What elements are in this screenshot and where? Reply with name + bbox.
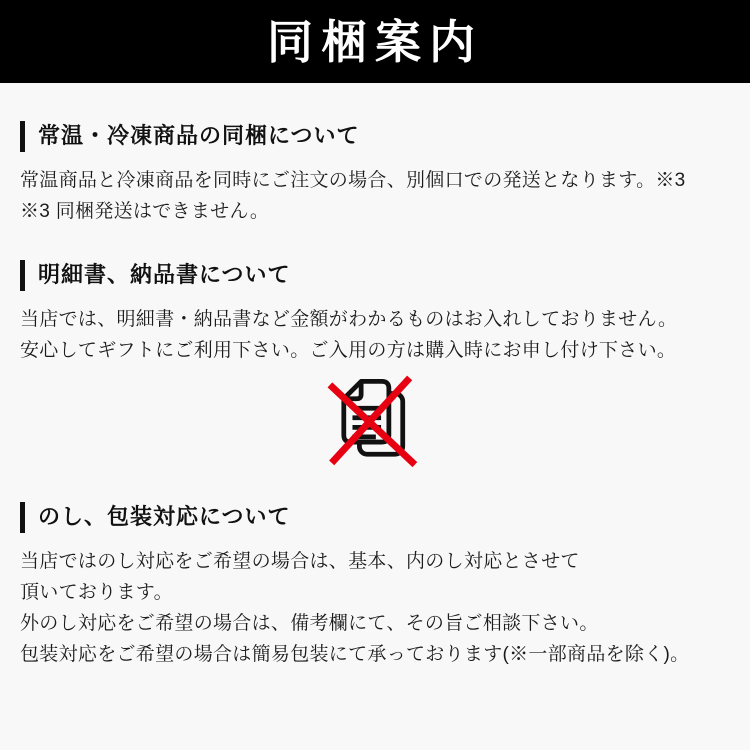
page-title: 同梱案内 xyxy=(267,15,483,68)
section-invoice-statement xyxy=(20,260,730,366)
section3-body-line4: 包装対応をご希望の場合は簡易包装にて承っております(※一部商品を除く)。 xyxy=(20,644,690,665)
page-header xyxy=(0,0,750,83)
section3-body-line3: 外のし対応をご希望の場合は、備考欄にて、その旨ご相談下さい。 xyxy=(20,613,599,634)
section-noshi-wrapping xyxy=(20,502,730,670)
no-invoice-icon xyxy=(323,371,427,475)
section-room-temp-frozen-bundling xyxy=(20,121,730,227)
heading-accent-bar xyxy=(20,260,25,291)
section3-body-line1: 当店ではのし対応をご希望の場合は、基本、内のし対応とさせて xyxy=(20,551,580,572)
section3-body-line2: 頂いております。 xyxy=(20,582,173,603)
section2-body xyxy=(20,304,730,366)
heading-accent-bar xyxy=(20,121,25,152)
heading-accent-bar xyxy=(20,502,25,533)
section1-body xyxy=(20,165,730,227)
section2-heading-text: 明細書、納品書について xyxy=(38,262,291,288)
page-content xyxy=(0,121,750,670)
section2-heading xyxy=(20,260,730,291)
section1-body-line1: 常温商品と冷凍商品を同時にご注文の場合、別個口での発送となります。※3 xyxy=(20,170,686,191)
section3-body xyxy=(20,546,730,670)
no-invoice-icon-container xyxy=(20,371,730,475)
section1-heading xyxy=(20,121,730,152)
section3-heading-text: のし、包装対応について xyxy=(38,504,291,530)
section2-body-line2: 安心してギフトにご利用下さい。ご入用の方は購入時にお申し付け下さい。 xyxy=(20,340,677,361)
section3-heading xyxy=(20,502,730,533)
section2-body-line1: 当店では、明細書・納品書など金額がわかるものはお入れしておりません。 xyxy=(20,309,678,330)
section1-heading-text: 常温・冷凍商品の同梱について xyxy=(38,123,360,149)
section1-body-line2: ※3 同梱発送はできません。 xyxy=(20,201,270,222)
